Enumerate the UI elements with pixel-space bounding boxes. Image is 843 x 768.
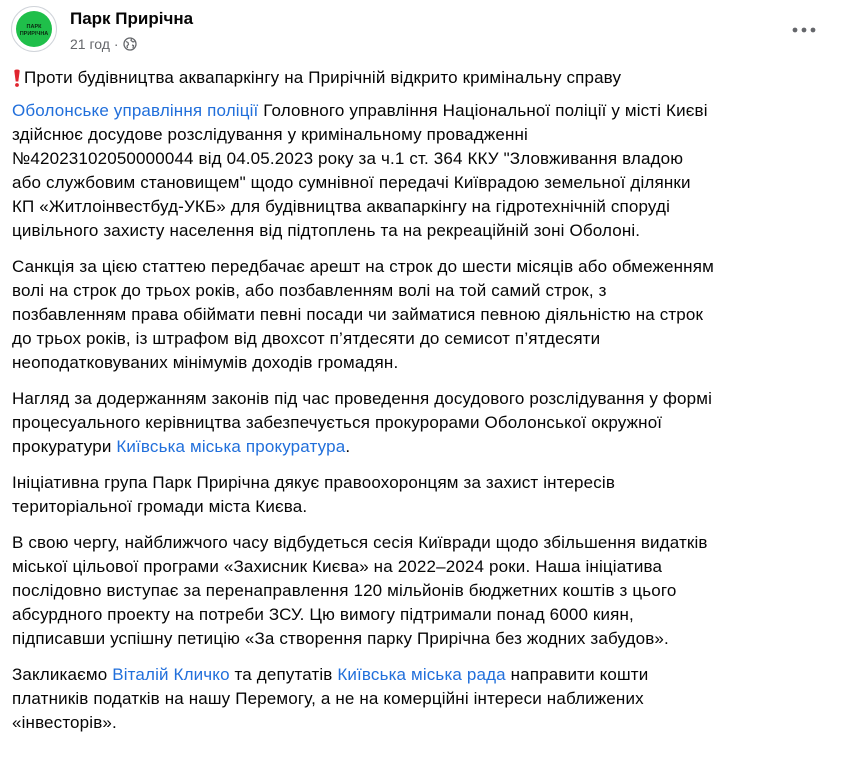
page-avatar[interactable] (11, 6, 57, 52)
p1-line2: здійснює досудове розслідування у кримінальному провадженні (12, 125, 528, 144)
link-kyiv-prosecutor[interactable]: Київська міська прокуратура (116, 437, 346, 456)
p5-line3: послідовно виступає за перенаправлення 120 мільйонів бюджетних коштів з цього (12, 581, 677, 600)
p3-line2: процесуального керівництва забезпечується прокурорами Оболонської окружної (12, 413, 663, 432)
paragraph-police (12, 99, 840, 243)
p2-line1: Санкція за цією статтею передбачає арешт на строк до шести місяців або обмеженням (12, 257, 714, 276)
post-meta (70, 36, 137, 52)
p2-line5: неоподатковуваних мінімумів доходів громадян. (12, 353, 399, 372)
post-body (12, 66, 840, 747)
p3-line3-post: . (345, 437, 351, 456)
post-title: Проти будівництва аквапаркінгу на Прирічній відкрито кримінальну справу (24, 68, 622, 87)
p5-line1: В свою чергу, найближчого часу відбудеться сесія Київради щодо збільшення видатків (12, 533, 708, 552)
p1-line6: цивільного захисту населення від підтоплень та на рекреаційній зоні Оболоні. (12, 221, 641, 240)
meta-separator: · (113, 36, 119, 52)
paragraph-thanks (12, 471, 840, 519)
more-dots-icon (792, 27, 816, 33)
p6-line1-mid: та депутатів (229, 665, 338, 684)
p3-line3-pre: прокуратури (12, 437, 117, 456)
p6-line1-post: направити кошти (505, 665, 649, 684)
p2-line4: до трьох років, із штрафом від двохсот п’ятдесяти до семисот п’ятдесяти (12, 329, 601, 348)
p3-line1: Нагляд за додержанням законів під час проведення досудового розслідування у формі (12, 389, 713, 408)
red-exclamation-icon (12, 67, 22, 89)
p5-line2: міської цільової програми «Захисник Києва» на 2022–2024 роки. Наша ініціатива (12, 557, 663, 576)
paragraph-appeal (12, 663, 840, 735)
paragraph-sanction (12, 255, 840, 375)
page-name-link[interactable]: Парк Прирічна (70, 9, 194, 28)
avatar-text-top: ПАРК (26, 24, 42, 30)
p1-line5: КП «Житлоінвестбуд-УКБ» для будівництва аквапаркінгу на гідротехнічній споруді (12, 197, 671, 216)
paragraph-session (12, 531, 840, 651)
p5-line4: абсурдного проекту на потреби ЗСУ. Цю вимогу підтримали понад 6000 киян, (12, 605, 634, 624)
globe-icon[interactable] (123, 37, 137, 51)
p6-line2: платників податків на нашу Перемогу, а не на комерційні інтереси наближених (12, 689, 644, 708)
p2-line2: волі на строк до трьох років, або позбавленням волі на той самий строк, з (12, 281, 607, 300)
p1-line3: №42023102050000044 від 04.05.2023 року за ч.1 ст. 364 ККУ "Зловживання владою (12, 149, 684, 168)
p1-line4: або службовим становищем" щодо сумнівної передачі Київрадою земельної ділянки (12, 173, 691, 192)
link-vitaliy-klitschko[interactable]: Віталій Кличко (112, 665, 230, 684)
p2-line3: позбавленням права обіймати певні посади чи займатися певною діяльністю на строк (12, 305, 704, 324)
p1-line1-rest: Головного управління Національної поліції у місті Києві (258, 101, 708, 120)
p6-line3: «інвесторів». (12, 713, 117, 732)
post-title-line (12, 66, 840, 90)
p5-line5: підписавши успішну петицію «За створення парку Прирічна без жодних забудов». (12, 629, 669, 648)
p6-line1-pre: Закликаємо (12, 665, 113, 684)
p4-line1: Ініціативна група Парк Прирічна дякує правоохоронцям за захист інтересів (12, 473, 616, 492)
paragraph-supervision (12, 387, 840, 459)
p4-line2: територіальної громади міста Києва. (12, 497, 308, 516)
link-obolon-police[interactable]: Оболонське управління поліції (12, 101, 259, 120)
avatar-logo-icon (12, 7, 58, 53)
post-time[interactable]: 21 год (70, 36, 110, 52)
link-kyiv-city-council[interactable]: Київська міська рада (337, 665, 506, 684)
avatar-text-bottom: ПРИРІЧНА (19, 31, 49, 37)
more-options-button[interactable] (788, 20, 820, 40)
